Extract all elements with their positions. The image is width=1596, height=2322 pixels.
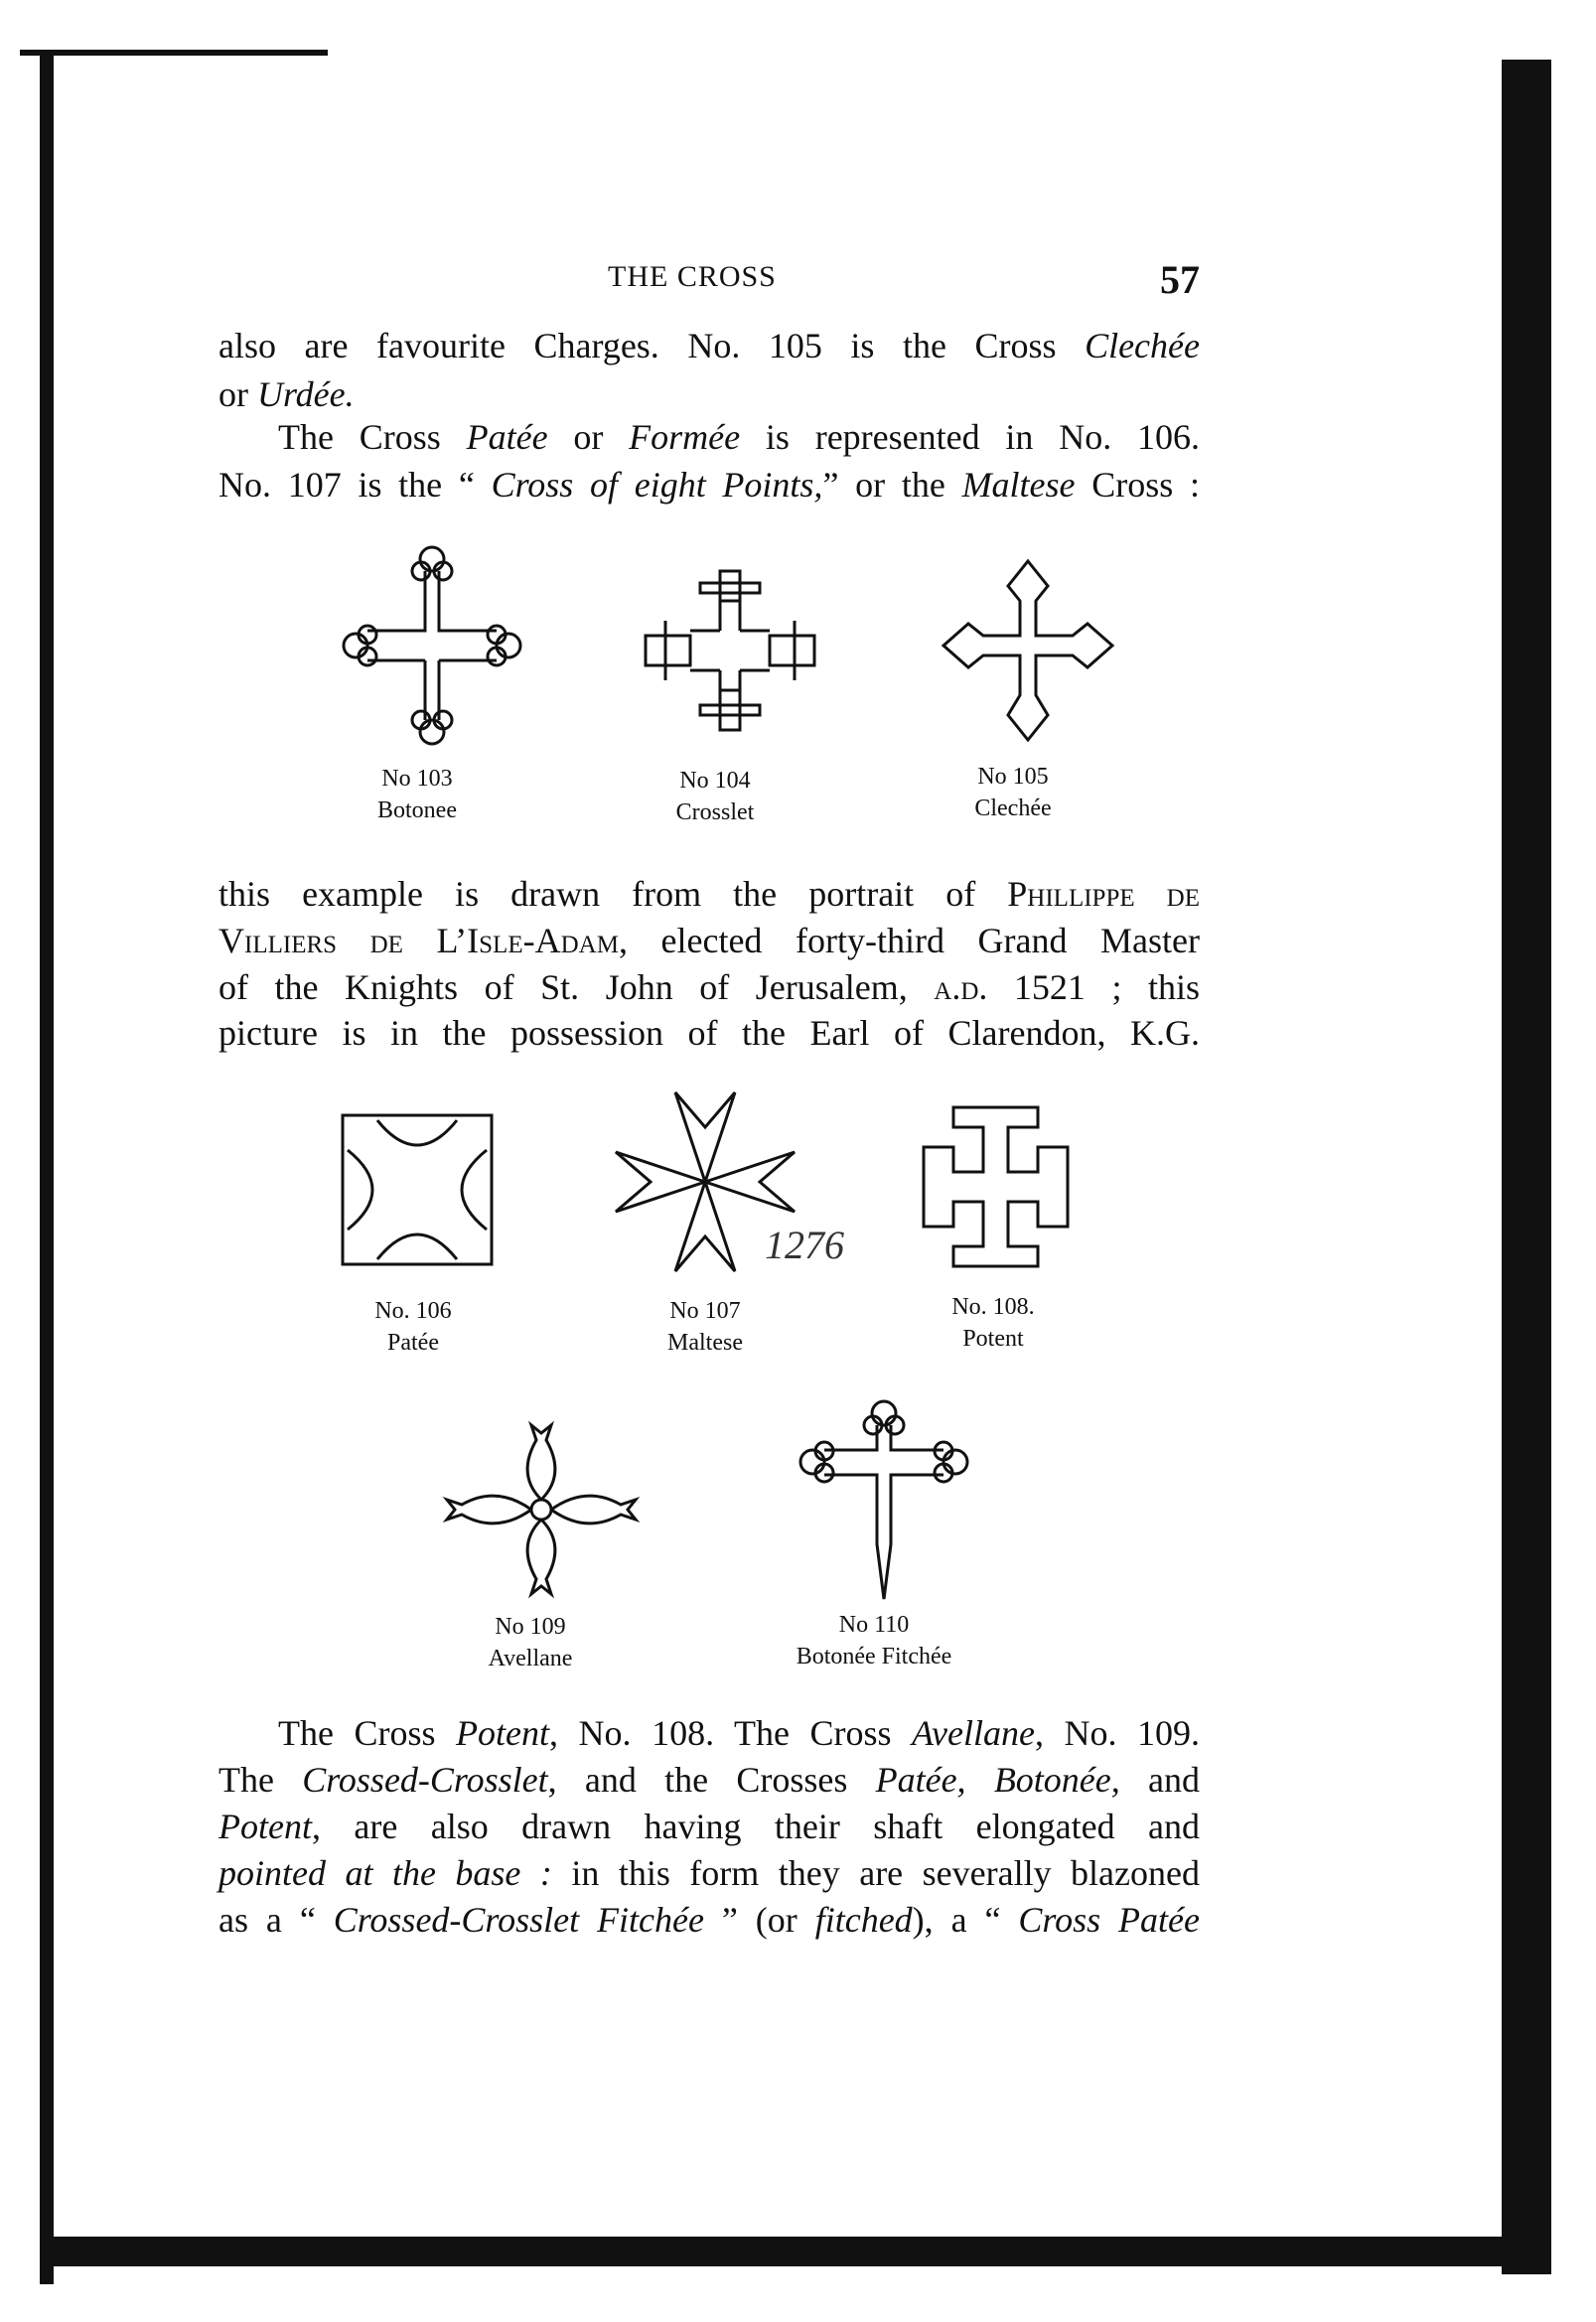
text-segment: pointed at the base :: [218, 1853, 552, 1893]
text-line: [218, 324, 1200, 367]
text-segment: Avellane: [912, 1713, 1035, 1753]
cross-patee-figure: [338, 1110, 497, 1269]
text-segment: Villiers de L’Isle-Adam: [218, 921, 619, 960]
cross-botonee-figure: [338, 541, 526, 750]
text-line: [218, 872, 1200, 916]
cross-clechee-figure: [939, 556, 1117, 745]
caption-104: No 104 Crosslet: [675, 768, 755, 825]
scan-border-bottom: [40, 2237, 1549, 2266]
text-segment: a.d.: [934, 967, 988, 1007]
caption-109: No 109 Avellane: [488, 1614, 573, 1671]
text-segment: Cross of eight Points,: [491, 465, 823, 505]
text-segment: Clechée: [1085, 326, 1200, 365]
text-line: [218, 372, 1200, 416]
caption-103: No 103 Botonee: [377, 766, 457, 823]
text-segment: also are favourite Charges. No. 105 is the Cross: [218, 326, 1086, 365]
caption-105: No 105 Clechée: [974, 764, 1052, 821]
cross-potent-figure: [914, 1102, 1078, 1271]
caption-110: No 110 Botonée Fitchée: [796, 1612, 952, 1669]
text-line: [218, 919, 1200, 962]
text-segment: Urdée.: [257, 374, 355, 414]
text-line: [278, 415, 1200, 459]
text-segment: this example is drawn from the portrait of: [218, 874, 1008, 914]
caption-108: No. 108. Potent: [951, 1294, 1035, 1352]
scan-border-left: [40, 50, 54, 2284]
text-segment: Potent: [456, 1713, 550, 1753]
page-number: 57: [1160, 257, 1200, 302]
text-segment: , No. 108. The Cross: [549, 1713, 912, 1753]
text-line: [218, 1011, 1200, 1055]
cross-crosslet-figure: [636, 561, 824, 740]
text-line: [218, 1758, 1200, 1802]
text-segment: Patée: [466, 417, 548, 457]
text-segment: or: [218, 374, 257, 414]
text-segment: picture is in the possession of the Earl of Clarendon, K.G.: [218, 1013, 1200, 1053]
scan-border-right: [1502, 60, 1551, 2274]
text-segment: or: [547, 417, 630, 457]
caption-107: No 107 Maltese: [667, 1298, 743, 1356]
text-line: [218, 463, 1200, 507]
text-segment: Cross :: [1075, 465, 1200, 505]
scan-border-top: [20, 50, 328, 56]
text-segment: , and the Crosses: [547, 1760, 876, 1800]
text-segment: Cross Patée: [1018, 1900, 1200, 1940]
text-segment: The Cross: [278, 417, 467, 457]
text-segment: Patée, Botonée,: [875, 1760, 1120, 1800]
caption-106: No. 106 Patée: [374, 1298, 452, 1356]
text-segment: ), a “: [912, 1900, 1019, 1940]
text-segment: is represented in No. 106.: [740, 417, 1200, 457]
running-title: THE CROSS: [608, 260, 777, 293]
cross-avellane-figure: [437, 1415, 646, 1604]
text-segment: Formée: [629, 417, 741, 457]
text-segment: , elected forty-third Grand Master: [618, 921, 1201, 960]
text-line: [218, 1898, 1200, 1942]
text-segment: ” (or: [703, 1900, 815, 1940]
text-line: [218, 965, 1200, 1009]
text-segment: , No. 109.: [1034, 1713, 1200, 1753]
text-line: [278, 1711, 1200, 1755]
text-segment: ” or the: [822, 465, 962, 505]
text-line: [218, 1851, 1200, 1895]
text-segment: The Cross: [278, 1713, 457, 1753]
text-segment: Crossed-Crosslet Fitchée: [333, 1900, 704, 1940]
text-segment: as a “: [218, 1900, 334, 1940]
text-segment: , are also drawn having their shaft elongated and: [311, 1807, 1200, 1846]
text-segment: in this form they are severally blazoned: [551, 1853, 1200, 1893]
text-segment: 1521 ; this: [987, 967, 1201, 1007]
text-segment: No. 107 is the “: [218, 465, 492, 505]
text-segment: fitched: [814, 1900, 913, 1940]
text-segment: Potent: [218, 1807, 312, 1846]
cross-botonee-fitchee-figure: [795, 1395, 973, 1604]
text-line: [218, 1805, 1200, 1848]
text-segment: of the Knights of St. John of Jerusalem,: [218, 967, 935, 1007]
text-segment: The: [218, 1760, 303, 1800]
text-segment: Maltese: [961, 465, 1076, 505]
text-segment: Crossed-Crosslet: [302, 1760, 548, 1800]
text-segment: and: [1119, 1760, 1201, 1800]
handwritten-note: 1276: [765, 1223, 844, 1267]
text-segment: Phillippe de: [1007, 874, 1201, 914]
